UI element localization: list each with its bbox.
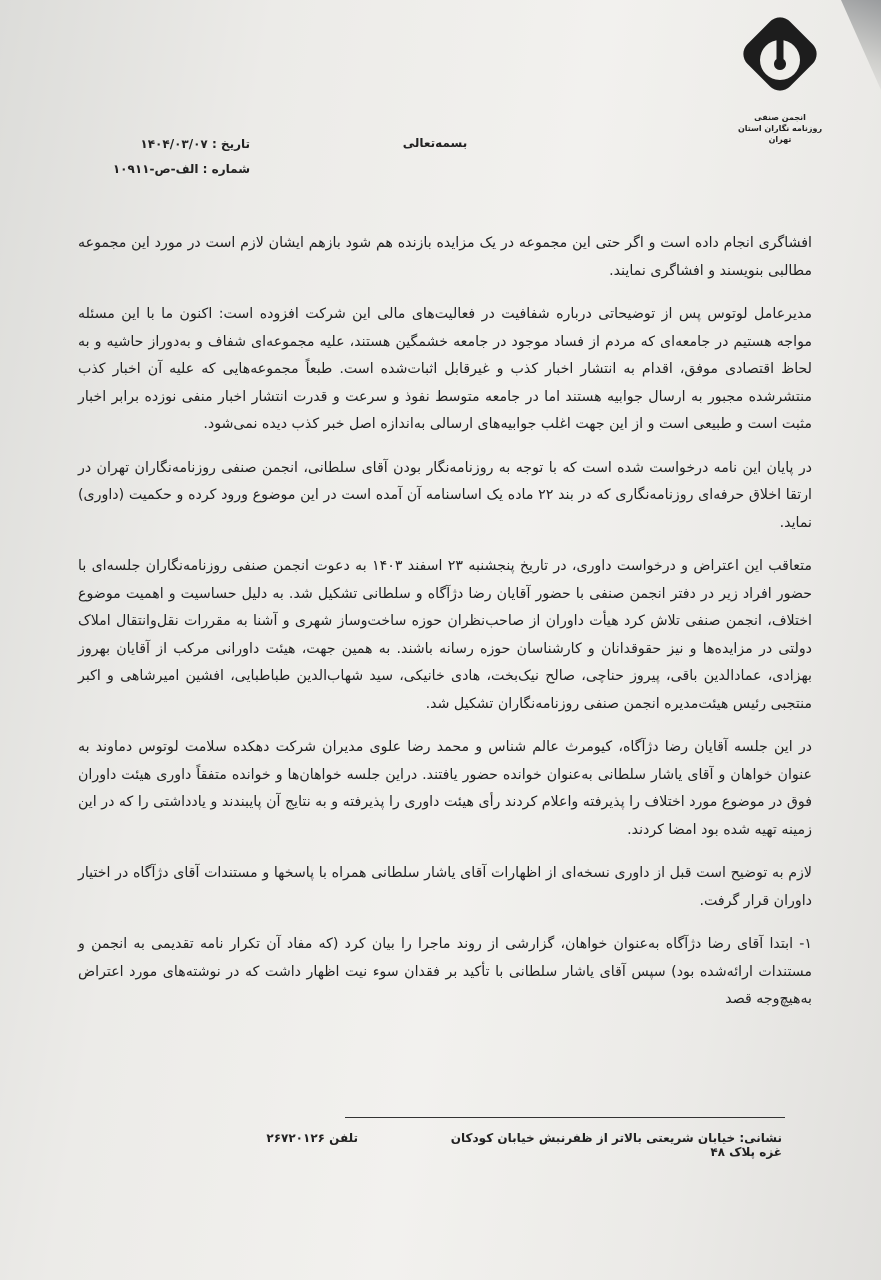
date-value: ۱۴۰۴/۰۳/۰۷ bbox=[140, 137, 208, 151]
org-logo bbox=[732, 12, 828, 144]
footer-divider bbox=[345, 1117, 785, 1118]
page-corner-shadow bbox=[841, 0, 881, 90]
paragraph: مدیرعامل لوتوس پس از توضیحاتی درباره شفافیت در فعالیت‌های مالی این شرکت افزوده است: اکنون ما با این مسئله مواجه هستیم در جامعه‌ای که مردم از فساد موجود در جامعه خشمگین هستند، علیه مجموعه‌ای شفاف و به‌دوراز حاشیه و به لحاظ اقتصادی موفق، اقدام به انتشار اخبار کذب و غیرقابل اثبات‌شده است. طبعاً مجموعه‌هایی که علیه آن اخبار کذب منتشرشده مجبور به ارسال جوابیه هستند اما در جامعه متوسط نفوذ و سرعت و قدرت انتشار اخبار منفی نوزده برابر اخبار مثبت است و طبیعی است و از این جهت اغلب جوابیه‌های ارسالی به‌اندازه اصل خبر کذب دیده نمی‌شود. bbox=[78, 306, 812, 432]
org-name-line2: روزنامه نگاران استان تهران bbox=[737, 124, 823, 144]
paragraph: در پایان این نامه درخواست شده است که با توجه به روزنامه‌نگار بودن آقای سلطانی، انجمن صنفی روزنامه‌نگاران تهران در ارتقا اخلاق حرفه‌ای روزنامه‌نگاری که در بند ۲۲ ماده یک اساسنامه آن آمده است در این موضوع ورود کرده و حکمیت (داوری) نماید. bbox=[78, 459, 812, 531]
footer-phone: تلفن ۲۶۷۲۰۱۲۶ bbox=[266, 1131, 358, 1145]
basmala-heading: بسمه‌تعالی bbox=[402, 136, 468, 150]
org-name bbox=[732, 112, 828, 145]
logo-emblem-icon bbox=[732, 12, 828, 108]
paragraph: لازم به توضیح است قبل از داوری نسخه‌ای از اظهارات آقای یاشار سلطانی همراه با پاسخها و مستندات آقای دژآگاه در اختیار داوران قرار گرفت. bbox=[78, 865, 812, 909]
number-value: الف-ص-۱۰۹۱۱ bbox=[112, 162, 199, 176]
letter-body bbox=[78, 230, 812, 1030]
footer-address: نشانی: خیابان شریعتی بالاتر از ظفرنبش خیابان کودکان غزه پلاک ۴۸ bbox=[450, 1131, 782, 1159]
letter-meta bbox=[100, 132, 250, 182]
org-name-line1: انجمن صنفی bbox=[754, 113, 806, 122]
paragraph: در این جلسه آقایان رضا دژآگاه، کیومرث عالم شناس و محمد رضا علوی مدیران شرکت دهکده سلامت لوتوس دماوند به عنوان خواهان و آقای یاشار سلطانی به‌عنوان خوانده حضور یافتند. دراین جلسه خواهان‌ها و خوانده متفقاً داوری هیئت داوران فوق در موضوع مورد اختلاف را پذیرفته واعلام کردند رأی هیئت داوری را پذیرفته و به نتایج آن پایبندند و یادداشتی را که در این زمینه تهیه شده بود امضا کردند. bbox=[78, 739, 812, 838]
number-line bbox=[100, 157, 250, 182]
paragraph: افشاگری انجام داده است و اگر حتی این مجموعه در یک مزایده بازنده هم شود بازهم ایشان لازم است در مورد این مجموعه مطالبی بنویسند و افشاگری نمایند. bbox=[78, 235, 812, 279]
paragraph: ۱- ابتدا آقای رضا دژآگاه به‌عنوان خواهان، گزارشی از روند ماجرا را بیان کرد (که مفاد آن تکرار نامه تقدیمی به انجمن و مستندات ارائه‌شده بود) سپس آقای یاشار سلطانی با تأکید بر فقدان سوء نیت اظهار داشت که در نوشته‌های مورد اعتراض به‌هیچ‌وجه قصد bbox=[78, 936, 812, 1007]
number-label: شماره : bbox=[202, 162, 250, 176]
date-label: تاریخ : bbox=[211, 137, 250, 151]
paragraph: متعاقب این اعتراض و درخواست داوری، در تاریخ پنجشنبه ۲۳ اسفند ۱۴۰۳ به دعوت انجمن صنفی روزنامه‌نگاران جلسه‌ای با حضور افراد زیر در دفتر انجمن صنفی با حضور آقایان رضا دژآگاه و سلطانی تشکیل شد. به دلیل حساسیت و اهمیت موضوع اختلاف، انجمن صنفی تلاش کرد هیأت داوران از صاحب‌نظران حوزه ساخت‌وساز شهری و آشنا به مقررات نقل‌وانتقال املاک دولتی در مزایده‌ها و نیز حقوقدانان و کارشناسان حوزه رسانه باشند. به همین جهت، هیئت داورانی مرکب از آقایان بهروز بهزادی، عمادالدین باقی، پیروز حناچی، صالح نیک‌بخت، هادی خانیکی، سید شهاب‌الدین طباطبایی، افشین امیرشاهی و اکبر منتجبی رئیس هیئت‌مدیره انجمن صنفی روزنامه‌نگاران تشکیل شد. bbox=[78, 558, 812, 712]
date-line bbox=[100, 132, 250, 157]
